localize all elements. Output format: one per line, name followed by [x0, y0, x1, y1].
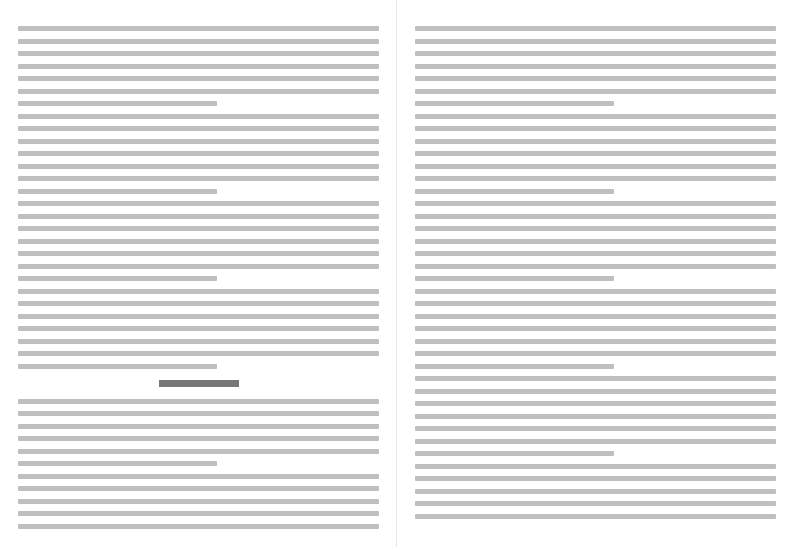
text-line [18, 89, 379, 94]
text-line [415, 64, 776, 69]
text-line [18, 436, 379, 441]
text-line [18, 449, 379, 454]
text-line [415, 514, 776, 519]
text-line [415, 376, 776, 381]
text-line [415, 464, 776, 469]
text-line [415, 176, 776, 181]
text-line [415, 489, 776, 494]
text-line [415, 414, 776, 419]
text-line [18, 214, 379, 219]
text-line [18, 351, 379, 356]
text-line [18, 39, 379, 44]
text-line [18, 511, 379, 516]
text-line [415, 339, 776, 344]
text-line [18, 164, 379, 169]
text-line [18, 411, 379, 416]
text-line [18, 424, 379, 429]
text-line [415, 101, 614, 106]
text-line [415, 301, 776, 306]
text-line [18, 326, 379, 331]
text-line [18, 226, 379, 231]
text-line [415, 51, 776, 56]
text-line [415, 26, 776, 31]
text-line [415, 276, 614, 281]
text-line [415, 164, 776, 169]
text-line [415, 364, 614, 369]
text-line [18, 364, 217, 369]
text-line [18, 399, 379, 404]
text-line [415, 76, 776, 81]
text-line [18, 276, 217, 281]
text-line [18, 101, 217, 106]
text-line [18, 26, 379, 31]
text-line [18, 486, 379, 491]
text-line [18, 151, 379, 156]
text-line [18, 76, 379, 81]
text-line [415, 126, 776, 131]
text-line [415, 239, 776, 244]
section-heading [159, 380, 239, 387]
text-line [415, 501, 776, 506]
left-text-block [18, 26, 379, 529]
text-line [18, 461, 217, 466]
text-line [18, 301, 379, 306]
text-line [415, 114, 776, 119]
text-line [18, 264, 379, 269]
text-line [415, 401, 776, 406]
text-line [415, 451, 614, 456]
text-line [415, 439, 776, 444]
text-line [415, 426, 776, 431]
text-line [18, 189, 217, 194]
text-line [415, 39, 776, 44]
text-line [415, 389, 776, 394]
text-line [18, 201, 379, 206]
text-line [415, 226, 776, 231]
text-line [415, 326, 776, 331]
text-line [415, 351, 776, 356]
text-line [415, 214, 776, 219]
text-line [18, 126, 379, 131]
text-line [415, 89, 776, 94]
text-line [18, 251, 379, 256]
text-line [18, 64, 379, 69]
text-line [415, 264, 776, 269]
text-line [415, 289, 776, 294]
text-line [415, 314, 776, 319]
text-line [18, 139, 379, 144]
right-text-block [415, 26, 776, 519]
text-line [415, 476, 776, 481]
text-line [18, 114, 379, 119]
text-line [18, 51, 379, 56]
text-line [18, 474, 379, 479]
text-line [415, 251, 776, 256]
text-line [18, 176, 379, 181]
text-line [415, 189, 614, 194]
text-line [415, 139, 776, 144]
right-page [397, 0, 794, 547]
text-line [415, 201, 776, 206]
text-line [18, 314, 379, 319]
text-line [18, 239, 379, 244]
text-line [415, 151, 776, 156]
text-line [18, 339, 379, 344]
text-line [18, 499, 379, 504]
text-line [18, 289, 379, 294]
text-line [18, 524, 379, 529]
